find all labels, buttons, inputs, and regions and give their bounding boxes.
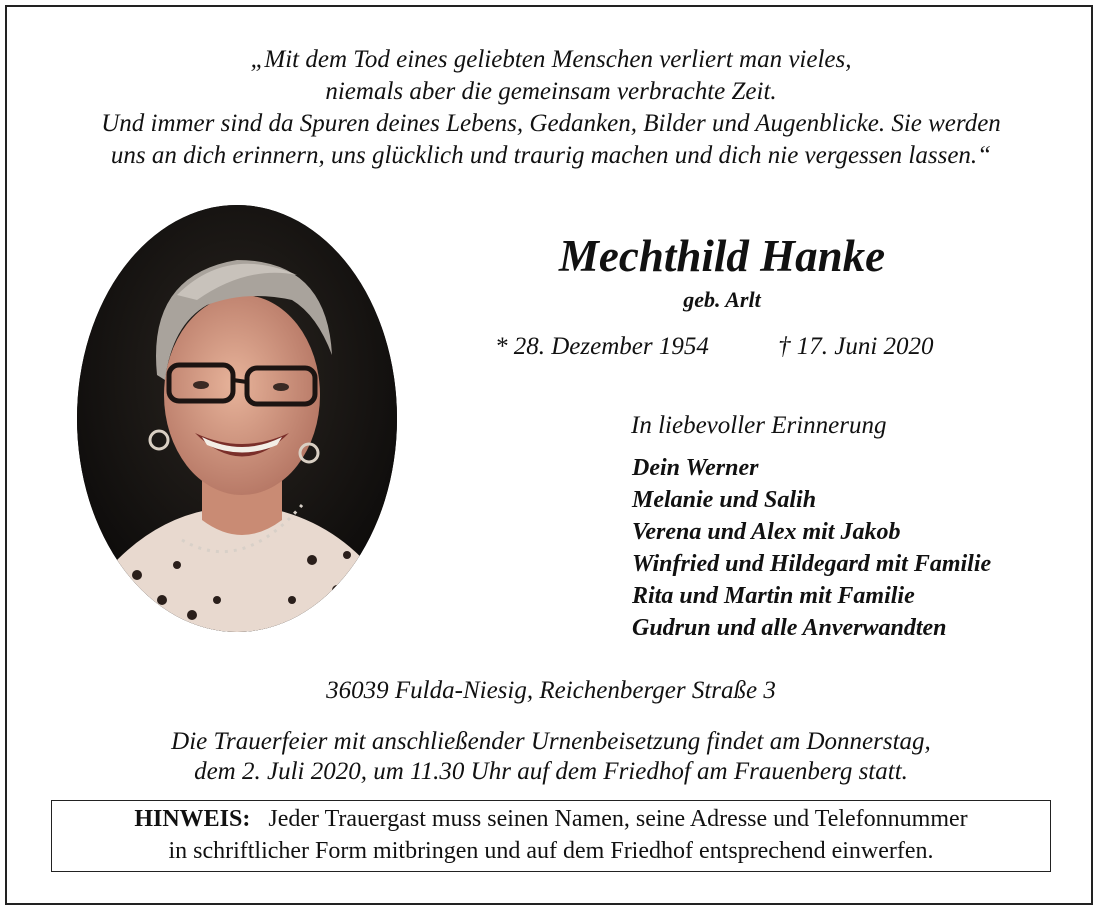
funeral-service-info xyxy=(0,727,1102,787)
portrait-illustration xyxy=(77,205,397,632)
notice-line-1 xyxy=(52,803,1050,835)
mourner-entry: Dein Werner xyxy=(632,455,759,481)
notice-box xyxy=(51,800,1051,872)
mourners-list xyxy=(632,452,991,644)
service-line: dem 2. Juli 2020, um 11.30 Uhr auf dem Friedhof am Frauenberg statt. xyxy=(194,758,908,785)
mourner-entry: Winfried und Hildegard mit Familie xyxy=(632,551,992,577)
quote-line: uns an dich erinnern, uns glücklich und traurig machen und dich nie vergessen lassen.“ xyxy=(110,142,992,169)
notice-label: HINWEIS: xyxy=(134,806,251,832)
memorial-quote xyxy=(0,44,1102,172)
mourner-entry: Rita und Martin mit Familie xyxy=(632,583,915,609)
deceased-name: Mechthild Hanke xyxy=(558,231,886,281)
notice-text-2: in schriftlicher Form mitbringen und auf dem Friedhof entsprechend einwerfen. xyxy=(168,838,934,864)
mourner-entry: Melanie und Salih xyxy=(632,487,817,513)
notice-text-1: Jeder Trauergast muss seinen Namen, seine Adresse und Telefonnummer xyxy=(268,806,968,832)
maiden-name: geb. Arlt xyxy=(683,287,761,312)
mourner-entry: Gudrun und alle Anverwandten xyxy=(632,615,947,641)
quote-line: niemals aber die gemeinsam verbrachte Zeit. xyxy=(325,78,777,105)
death-date: † 17. Juni 2020 xyxy=(778,333,934,360)
service-line: Die Trauerfeier mit anschließender Urnenbeisetzung findet am Donnerstag, xyxy=(171,728,931,755)
family-address: 36039 Fulda-Niesig, Reichenberger Straße 3 xyxy=(326,677,776,704)
portrait-photo xyxy=(77,205,397,632)
mourner-entry: Verena und Alex mit Jakob xyxy=(632,519,901,545)
quote-line: „Mit dem Tod eines geliebten Menschen verliert man vieles, xyxy=(250,46,852,73)
memory-line: In liebevoller Erinnerung xyxy=(631,412,887,439)
quote-line: Und immer sind da Spuren deines Lebens, Gedanken, Bilder und Augenblicke. Sie werden xyxy=(101,110,1001,137)
birth-date: * 28. Dezember 1954 xyxy=(495,333,709,360)
